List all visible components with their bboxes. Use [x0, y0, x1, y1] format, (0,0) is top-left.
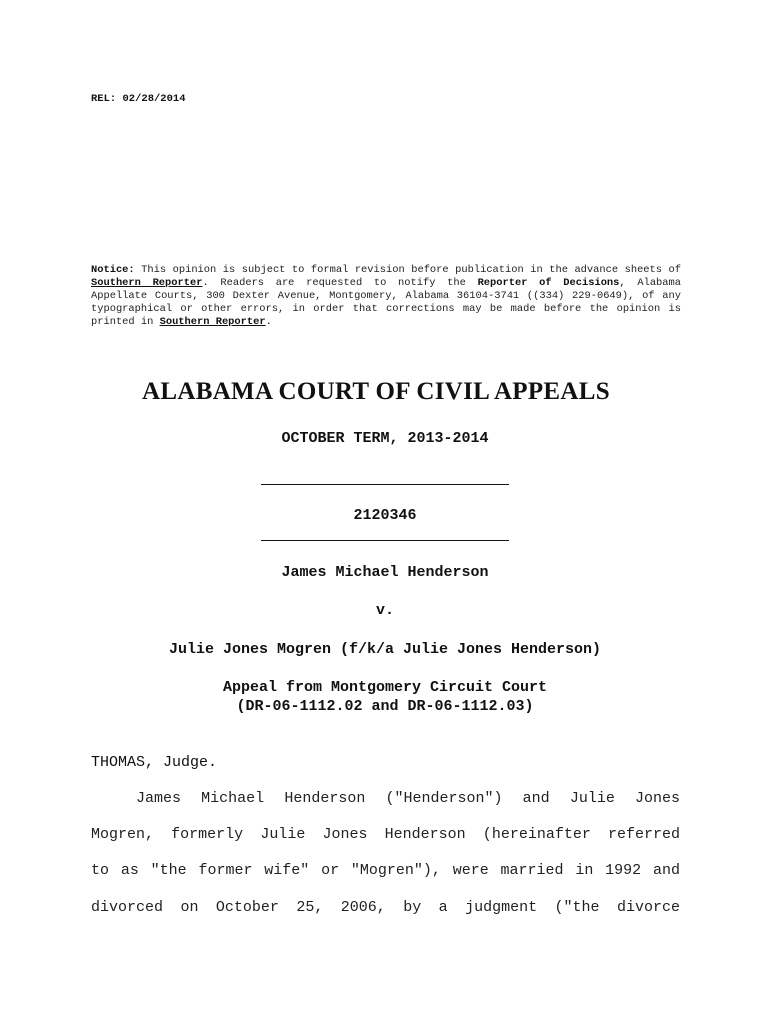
- opinion-line: divorced on October 25, 2006, by a judgment ("the divorce: [91, 899, 680, 916]
- reporter-of-decisions: Reporter of Decisions: [477, 277, 620, 289]
- versus: v.: [375, 602, 394, 619]
- opinion-line: James Michael Henderson ("Henderson") and Julie Jones: [136, 790, 680, 807]
- divider-bottom: [261, 540, 509, 541]
- opinion-line: Mogren, formerly Julie Jones Henderson (hereinafter referred: [91, 826, 680, 843]
- notice-text: . Readers are requested to notify the: [202, 277, 478, 289]
- court-title: ALABAMA COURT OF CIVIL APPEALS: [142, 378, 610, 405]
- reporter-name: Southern Reporter: [159, 316, 266, 328]
- appellee-name: Julie Jones Mogren (f/k/a Julie Jones Henderson): [168, 641, 602, 658]
- term: OCTOBER TERM, 2013-2014: [281, 430, 489, 447]
- notice-label: Notice:: [91, 264, 135, 276]
- opinion-author: THOMAS, Judge.: [91, 754, 218, 771]
- divider-top: [261, 484, 509, 485]
- release-date: REL: 02/28/2014: [91, 93, 186, 105]
- notice-text: , Alabama Appellate Courts, 300 Dexter Avenue, Montgomery, Alabama 36104-3741 ((334) 229-0649), of any typographical or other errors, in order that corrections may be made before the opinion is printed in: [91, 277, 681, 328]
- docket-numbers: (DR-06-1112.02 and DR-06-1112.03): [236, 698, 534, 715]
- appeal-origin: Appeal from Montgomery Circuit Court: [222, 679, 548, 696]
- notice-text: This opinion is subject to formal revision before publication in the advance sheets of: [134, 264, 681, 276]
- reporter-name: Southern Reporter: [91, 277, 203, 289]
- opinion-line: to as "the former wife" or "Mogren"), were married in 1992 and: [91, 862, 680, 879]
- publication-notice: [91, 264, 681, 329]
- appellant-name: James Michael Henderson: [281, 564, 489, 581]
- notice-text: .: [265, 316, 272, 328]
- case-number: 2120346: [353, 507, 417, 524]
